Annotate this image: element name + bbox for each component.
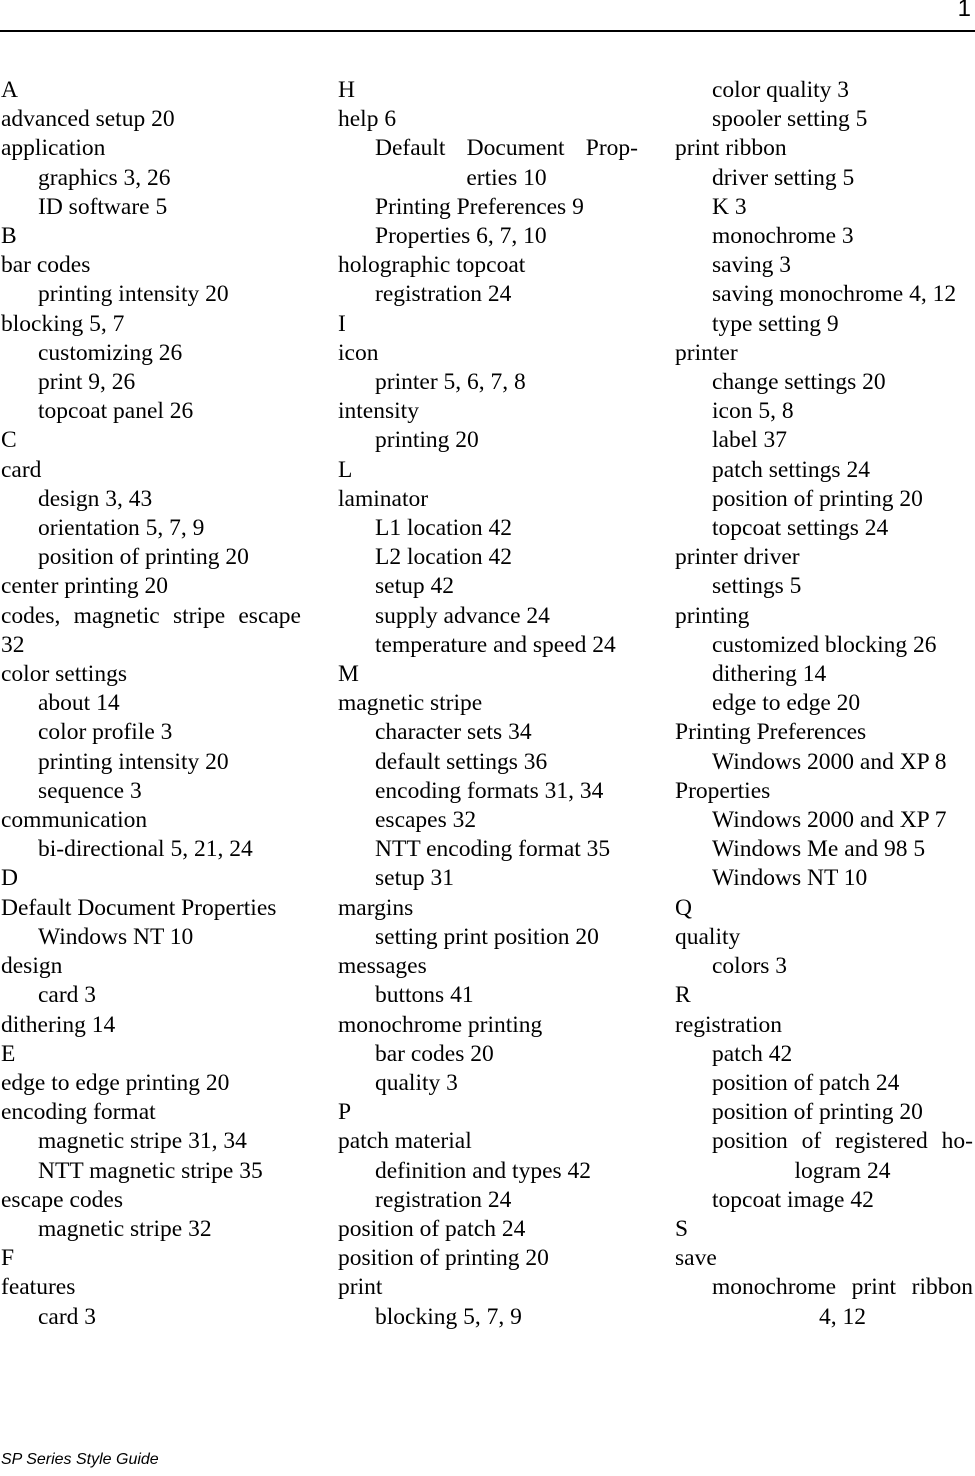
index-sub-entry: position of printing 20: [712, 485, 923, 512]
index-sub-entry: about 14: [38, 690, 120, 717]
index-sub-entry: K 3: [712, 193, 747, 220]
index-letter-heading: F: [1, 1245, 15, 1272]
index-main-entry: features: [1, 1274, 76, 1301]
index-sub-entry: L2 location 42: [375, 544, 513, 571]
index-sub-entry: Printing Preferences 9: [375, 193, 584, 220]
index-sub-entry: NTT magnetic stripe 35: [38, 1157, 263, 1184]
header-rule: [0, 30, 975, 32]
index-sub-entry: edge to edge 20: [712, 690, 861, 717]
index-sub-entry: Default Document Prop-erties 10: [375, 135, 638, 191]
index-sub-entry: topcoat image 42: [712, 1186, 874, 1213]
index-sub-entry: topcoat settings 24: [712, 515, 889, 542]
index-letter-heading: C: [1, 427, 17, 454]
index-main-entry: messages: [338, 953, 427, 980]
index-sub-entry: position of printing 20: [38, 544, 249, 571]
index-sub-entry: Windows NT 10: [38, 923, 194, 950]
index-letter-heading: L: [338, 456, 353, 483]
index-letter-heading: Q: [675, 894, 692, 921]
index-sub-entry: bar codes 20: [375, 1040, 494, 1067]
index-sub-entry: default settings 36: [375, 748, 548, 775]
index-sub-entry: position of patch 24: [712, 1069, 900, 1096]
index-sub-entry: Properties 6, 7, 10: [375, 223, 547, 250]
index-sub-entry: printer 5, 6, 7, 8: [375, 369, 526, 396]
index-letter-heading: I: [338, 310, 346, 337]
index-main-entry: patch material: [338, 1128, 472, 1155]
index-sub-entry: setup 31: [375, 865, 454, 892]
index-sub-entry: setup 42: [375, 573, 454, 600]
index-sub-entry: color quality 3: [712, 77, 850, 103]
index-main-entry: print ribbon: [675, 135, 787, 162]
index-main-entry: encoding format: [1, 1099, 156, 1126]
index-main-entry: escape codes: [1, 1186, 123, 1213]
index-sub-entry: escapes 32: [375, 807, 477, 834]
index-sub-entry: card 3: [38, 982, 97, 1009]
index-sub-entry: customizing 26: [38, 339, 183, 366]
index-main-entry: margins: [338, 894, 414, 921]
index-sub-entry: settings 5: [712, 573, 802, 600]
index-main-entry: monochrome printing: [338, 1011, 543, 1038]
index-sub-entry: design 3, 43: [38, 485, 153, 512]
index-sub-entry: encoding formats 31, 34: [375, 777, 604, 804]
index-sub-entry: quality 3: [375, 1069, 458, 1096]
index-letter-heading: B: [1, 223, 17, 250]
index-sub-entry: definition and types 42: [375, 1157, 592, 1184]
index-main-entry: center printing 20: [1, 573, 169, 600]
index-sub-entry: NTT encoding format 35: [375, 836, 611, 863]
index-letter-heading: S: [675, 1215, 689, 1242]
index-main-entry: print: [338, 1274, 383, 1301]
index-letter-heading: D: [1, 865, 18, 892]
index-main-entry: card: [1, 456, 42, 483]
index-sub-entry: topcoat panel 26: [38, 398, 194, 425]
index-main-entry: holographic topcoat: [338, 252, 526, 279]
index-sub-entry: monochrome print ribbon 4, 12: [712, 1274, 973, 1330]
index-sub-entry: orientation 5, 7, 9: [38, 515, 205, 542]
index-sub-entry: card 3: [38, 1303, 97, 1330]
index-main-entry: intensity: [338, 398, 419, 425]
index-sub-entry: saving 3: [712, 252, 791, 279]
index-sub-entry: Windows 2000 and XP 7: [712, 807, 947, 834]
index-letter-heading: M: [338, 661, 359, 688]
index-main-entry: position of printing 20: [338, 1245, 549, 1272]
index-sub-entry: monochrome 3: [712, 223, 854, 250]
index-sub-entry: ID software 5: [38, 193, 168, 220]
index-letter-heading: R: [675, 982, 691, 1009]
index-sub-entry: customized blocking 26: [712, 631, 937, 658]
index-sub-entry: label 37: [712, 427, 788, 454]
index-main-entry: icon: [338, 339, 379, 366]
index-main-entry: quality: [675, 923, 741, 950]
index-sub-entry: icon 5, 8: [712, 398, 794, 425]
index-main-entry: Printing Preferences: [675, 719, 867, 746]
index-main-entry: application: [1, 135, 106, 162]
index-sub-entry: graphics 3, 26: [38, 164, 171, 191]
index-sub-entry: supply advance 24: [375, 602, 550, 629]
index-main-entry: edge to edge printing 20: [1, 1069, 230, 1096]
index-sub-entry: driver setting 5: [712, 164, 855, 191]
index-main-entry: printer: [675, 339, 738, 366]
index-sub-entry: Windows NT 10: [712, 865, 868, 892]
index-main-entry: laminator: [338, 485, 429, 512]
index-sub-entry: position of registered ho-logram 24: [712, 1128, 973, 1184]
index-sub-entry: L1 location 42: [375, 515, 513, 542]
index-main-entry: printing: [675, 602, 750, 629]
index-sub-entry: setting print position 20: [375, 923, 599, 950]
index-main-entry: blocking 5, 7: [1, 310, 125, 337]
index-sub-entry: printing intensity 20: [38, 748, 229, 775]
index-main-entry: save: [675, 1245, 717, 1272]
index-main-entry: design: [1, 953, 63, 980]
index-main-entry: communication: [1, 807, 148, 834]
index-sub-entry: sequence 3: [38, 777, 142, 804]
index-sub-entry: bi-directional 5, 21, 24: [38, 836, 253, 863]
index-sub-entry: Windows Me and 98 5: [712, 836, 926, 863]
index-sub-entry: blocking 5, 7, 9: [375, 1303, 522, 1330]
index-sub-entry: patch 42: [712, 1040, 793, 1067]
index-sub-entry: magnetic stripe 31, 34: [38, 1128, 247, 1155]
index-sub-entry: print 9, 26: [38, 369, 136, 396]
index-sub-entry: Windows 2000 and XP 8: [712, 748, 947, 775]
index-main-entry: position of patch 24: [338, 1215, 526, 1242]
index-main-entry: registration: [675, 1011, 783, 1038]
index-sub-entry: temperature and speed 24: [375, 631, 616, 658]
index-sub-entry: position of printing 20: [712, 1099, 923, 1126]
index-main-entry: bar codes: [1, 252, 91, 279]
index-sub-entry: type setting 9: [712, 310, 839, 337]
footer-title: SP Series Style Guide: [1, 1451, 159, 1468]
index-main-entry: advanced setup 20: [1, 106, 175, 133]
index-sub-entry: colors 3: [712, 953, 788, 980]
index-sub-entry: spooler setting 5: [712, 106, 868, 133]
index-main-entry: codes, magnetic stripe escape 32: [1, 602, 301, 658]
index-column-1: [1, 76, 301, 1332]
index-column-3: [675, 76, 973, 1332]
index-sub-entry: magnetic stripe 32: [38, 1215, 212, 1242]
index-sub-entry: buttons 41: [375, 982, 474, 1009]
index-sub-entry: patch settings 24: [712, 456, 870, 483]
index-main-entry: color settings: [1, 661, 127, 688]
index-sub-entry: change settings 20: [712, 369, 886, 396]
index-sub-entry: printing 20: [375, 427, 479, 454]
index-column-2: [338, 76, 638, 1332]
index-sub-entry: registration 24: [375, 281, 512, 308]
index-sub-entry: color profile 3: [38, 719, 173, 746]
index-letter-heading: E: [1, 1040, 16, 1067]
index-main-entry: Properties: [675, 777, 771, 804]
index-main-entry: dithering 14: [1, 1011, 116, 1038]
index-sub-entry: saving monochrome 4, 12: [712, 281, 957, 308]
index-sub-entry: printing intensity 20: [38, 281, 229, 308]
index-sub-entry: dithering 14: [712, 661, 827, 688]
page-number: 1: [957, 0, 971, 22]
index-letter-heading: H: [338, 77, 355, 103]
index-letter-heading: A: [1, 77, 18, 103]
index-main-entry: help 6: [338, 106, 397, 133]
index-main-entry: magnetic stripe: [338, 690, 483, 717]
index-sub-entry: character sets 34: [375, 719, 532, 746]
index-letter-heading: P: [338, 1099, 352, 1126]
index-main-entry: printer driver: [675, 544, 800, 571]
index-sub-entry: registration 24: [375, 1186, 512, 1213]
index-main-entry: Default Document Properties: [1, 894, 277, 921]
